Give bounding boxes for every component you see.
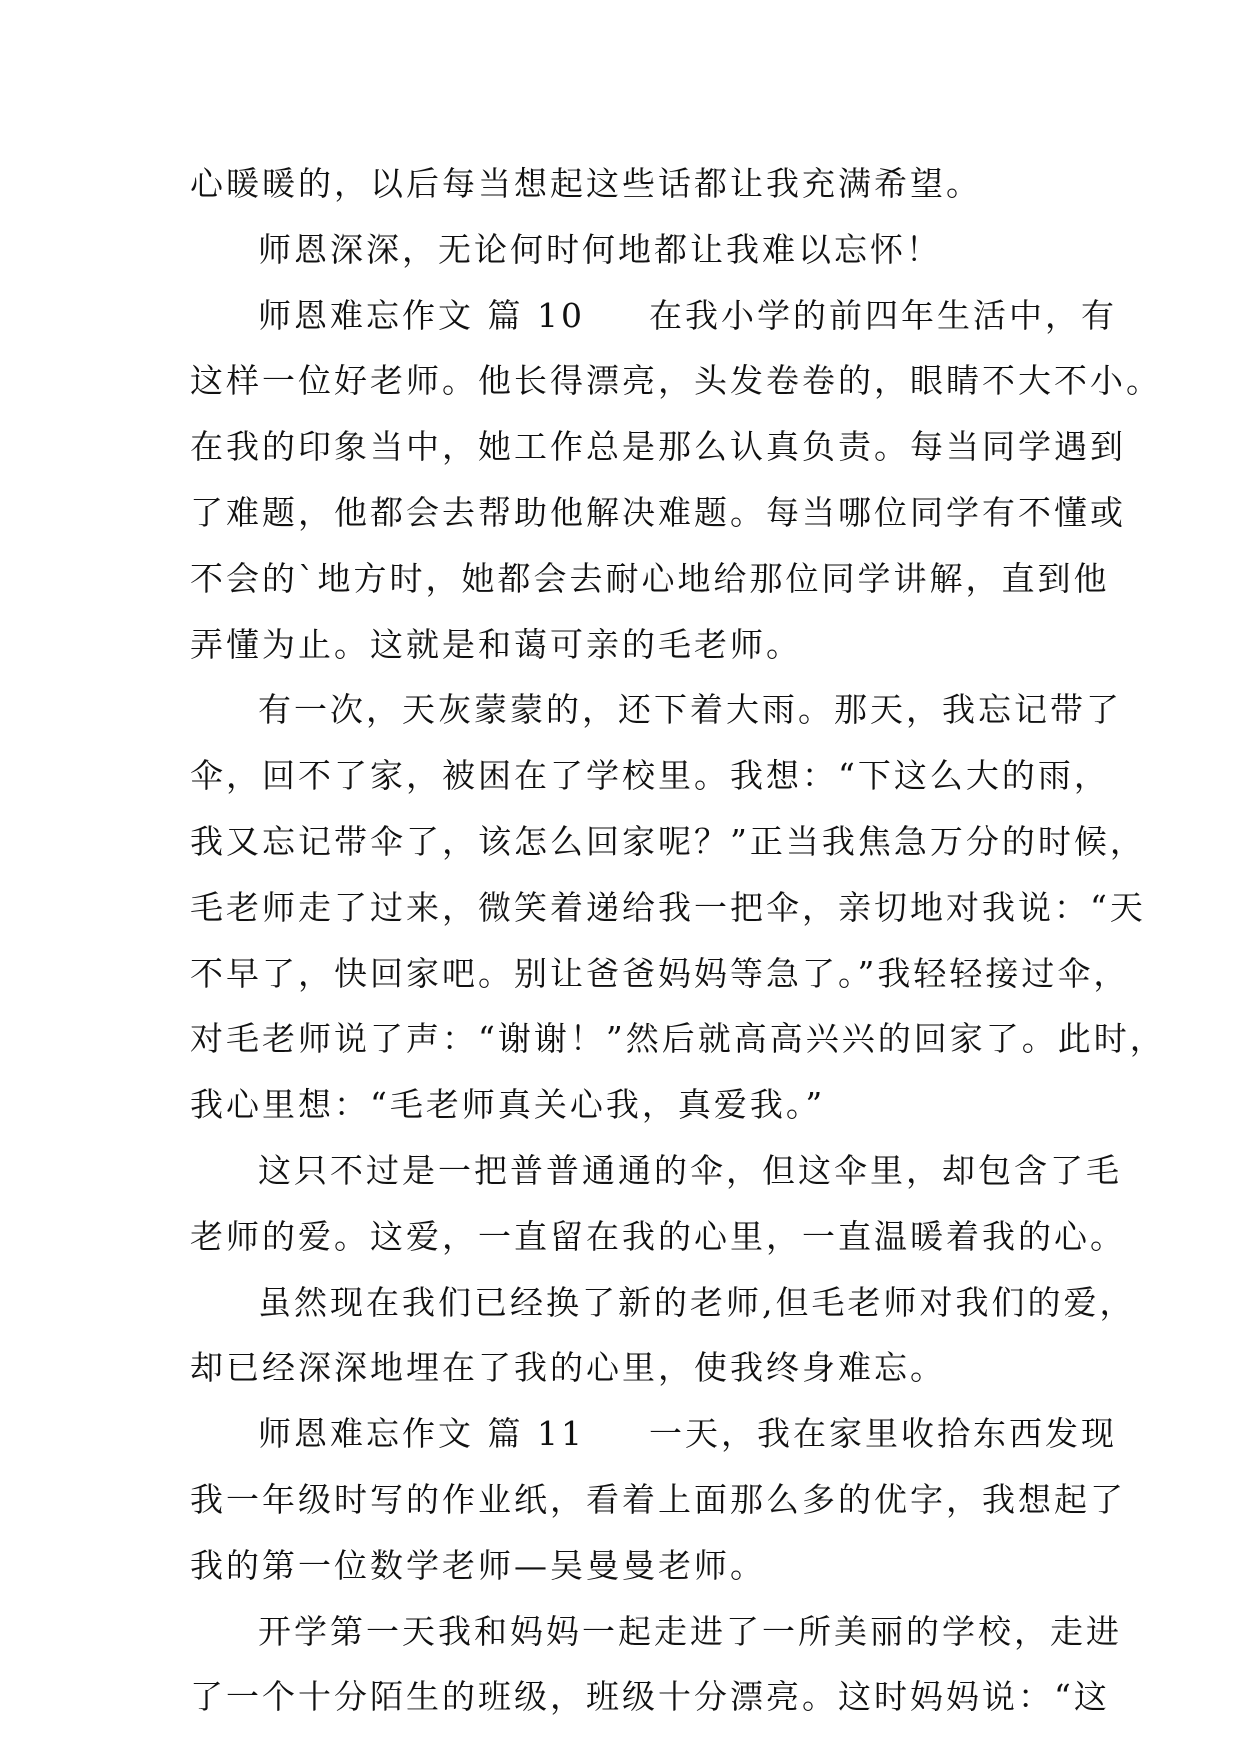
section-first-sentence: 一天，我在家里收拾东西发现 (648, 1414, 1117, 1454)
article-body (190, 151, 1166, 1730)
text-line: 毛老师走了过来，微笑着递给我一把伞，亲切地对我说：“天 (190, 887, 1146, 927)
text-line: 伞，回不了家，被困在了学校里。我想：“下这么大的雨， (190, 756, 1110, 796)
text-line: 这样一位好老师。他长得漂亮，头发卷卷的，眼睛不大不小。 (190, 361, 1162, 401)
text-line: 我又忘记带伞了，该怎么回家呢？”正当我焦急万分的时候， (190, 821, 1146, 861)
section-first-sentence: 在我小学的前四年生活中，有 (648, 295, 1117, 335)
section-heading-line (190, 283, 1117, 349)
text-line: 在我的印象当中，她工作总是那么认真负责。每当同学遇到 (190, 427, 1126, 467)
text-line: 了难题，他都会去帮助他解决难题。每当哪位同学有不懂或 (190, 492, 1126, 532)
text-line: 我心里想：“毛老师真关心我，真爱我。” (190, 1085, 826, 1125)
section-heading: 师恩难忘作文 篇 10 (258, 295, 585, 335)
section-heading: 师恩难忘作文 篇 11 (258, 1414, 585, 1454)
text-line: 师恩深深，无论何时何地都让我难以忘怀！ (258, 229, 942, 269)
text-line: 这只不过是一把普普通通的伞，但这伞里，却包含了毛 (258, 1150, 1122, 1190)
text-line: 心暖暖的，以后每当想起这些话都让我充满希望。 (190, 164, 982, 203)
section-heading-line (190, 1401, 1117, 1467)
text-line: 虽然现在我们已经换了新的老师,但毛老师对我们的爱， (258, 1282, 1136, 1322)
text-line: 弄懂为止。这就是和蔼可亲的毛老师。 (190, 624, 802, 664)
text-line: 开学第一天我和妈妈一起走进了一所美丽的学校，走进 (258, 1611, 1122, 1651)
text-line: 不会的`地方时，她都会去耐心地给那位同学讲解，直到他 (190, 558, 1110, 598)
text-line: 不早了，快回家吧。别让爸爸妈妈等急了。”我轻轻接过伞， (190, 953, 1130, 993)
text-line: 我的第一位数学老师—吴曼曼老师。 (190, 1545, 766, 1585)
text-line: 了一个十分陌生的班级，班级十分漂亮。这时妈妈说：“这 (190, 1677, 1110, 1717)
text-line: 有一次，天灰蒙蒙的，还下着大雨。那天，我忘记带了 (258, 690, 1122, 730)
text-line: 对毛老师说了声：“谢谢！”然后就高高兴兴的回家了。此时， (190, 1019, 1166, 1059)
text-line: 却已经深深地埋在了我的心里，使我终身难忘。 (190, 1348, 946, 1388)
text-line: 老师的爱。这爱，一直留在我的心里，一直温暖着我的心。 (190, 1216, 1126, 1256)
text-line: 我一年级时写的作业纸，看着上面那么多的优字，我想起了 (190, 1479, 1126, 1519)
